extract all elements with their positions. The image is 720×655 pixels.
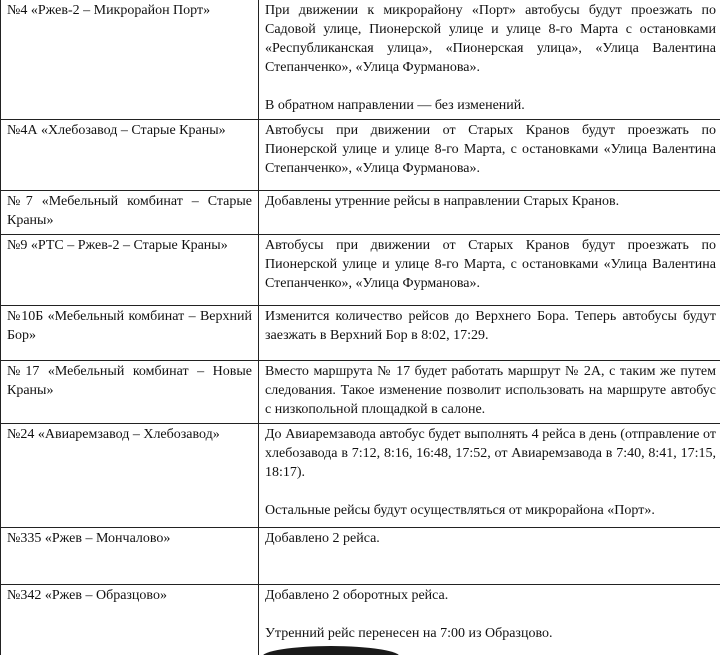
table-row <box>1 0 720 120</box>
change-paragraph: Автобусы при движении от Старых Кранов будут проезжать по Пионерской улице и улице 8-го Марта, с остановками «Улица Валентина Степанченко», «Улица Фурманова». <box>265 238 716 291</box>
route-change-cell <box>259 120 720 191</box>
route-change-cell <box>259 306 720 361</box>
route-name-cell: №24 «Авиаремзавод – Хлебозавод» <box>1 424 259 528</box>
change-paragraph: Изменится количество рейсов до Верхнего Бора. Теперь автобусы будут заезжать в Верхний Бор в 8:02, 17:29. <box>265 309 716 343</box>
change-paragraph: Добавлено 2 оборотных рейса. <box>265 588 449 603</box>
table-row <box>1 191 720 235</box>
route-changes-body <box>1 0 720 655</box>
change-paragraph: Остальные рейсы будут осуществляться от микрорайона «Порт». <box>265 503 655 518</box>
route-change-cell <box>259 0 720 120</box>
route-name-cell: №342 «Ржев – Образцово» <box>1 585 259 655</box>
table-row <box>1 306 720 361</box>
change-paragraph: До Авиаремзавода автобус будет выполнять 4 рейса в день (отправление от хлебозавода в 7:12, 8:16, 16:48, 17:52, от Авиаремзавода в 7:40, 8:41, 17:15, 18:17). <box>265 427 716 480</box>
change-paragraph: Утренний рейс перенесен на 7:00 из Образцово. <box>265 626 553 641</box>
route-name-cell: №17 «Мебельный комбинат – Новые Краны» <box>1 361 259 424</box>
route-name-cell: №9 «РТС – Ржев-2 – Старые Краны» <box>1 235 259 306</box>
change-paragraph: В обратном направлении — без изменений. <box>265 98 525 113</box>
table-row <box>1 528 720 585</box>
change-paragraph: Добавлено 2 рейса. <box>265 531 380 546</box>
route-name-cell: №7 «Мебельный комбинат – Старые Краны» <box>1 191 259 235</box>
change-paragraph: При движении к микрорайону «Порт» автобусы будут проезжать по Садовой улице, Пионерской улице и улице 8-го Марта с остановками «Республиканская улица», «Пионерская улица», «Улица Валентина Степанченко», «Улица Фурманова». <box>265 3 716 75</box>
change-paragraph: Вместо маршрута № 17 будет работать маршрут № 2А, с таким же путем следования. Такое изменение позволит использовать на маршруте автобус с низкопольной площадкой в салоне. <box>265 364 716 417</box>
change-paragraph: Автобусы при движении от Старых Кранов будут проезжать по Пионерской улице и улице 8-го Марта, с остановками «Улица Валентина Степанченко», «Улица Фурманова». <box>265 123 716 176</box>
change-paragraph: Добавлены утренние рейсы в направлении Старых Кранов. <box>265 194 620 209</box>
table-row <box>1 235 720 306</box>
route-change-cell <box>259 191 720 235</box>
route-name-cell: №4 «Ржев-2 – Микрорайон Порт» <box>1 0 259 120</box>
table-row <box>1 361 720 424</box>
route-change-cell <box>259 585 720 655</box>
table-row <box>1 120 720 191</box>
route-change-cell <box>259 528 720 585</box>
route-name-cell: №10Б «Мебельный комбинат – Верхний Бор» <box>1 306 259 361</box>
table-row <box>1 585 720 655</box>
route-name-cell: №4А «Хлебозавод – Старые Краны» <box>1 120 259 191</box>
route-change-cell <box>259 361 720 424</box>
route-change-cell <box>259 424 720 528</box>
route-name-cell: №335 «Ржев – Мончалово» <box>1 528 259 585</box>
route-change-cell <box>259 235 720 306</box>
table-row <box>1 424 720 528</box>
